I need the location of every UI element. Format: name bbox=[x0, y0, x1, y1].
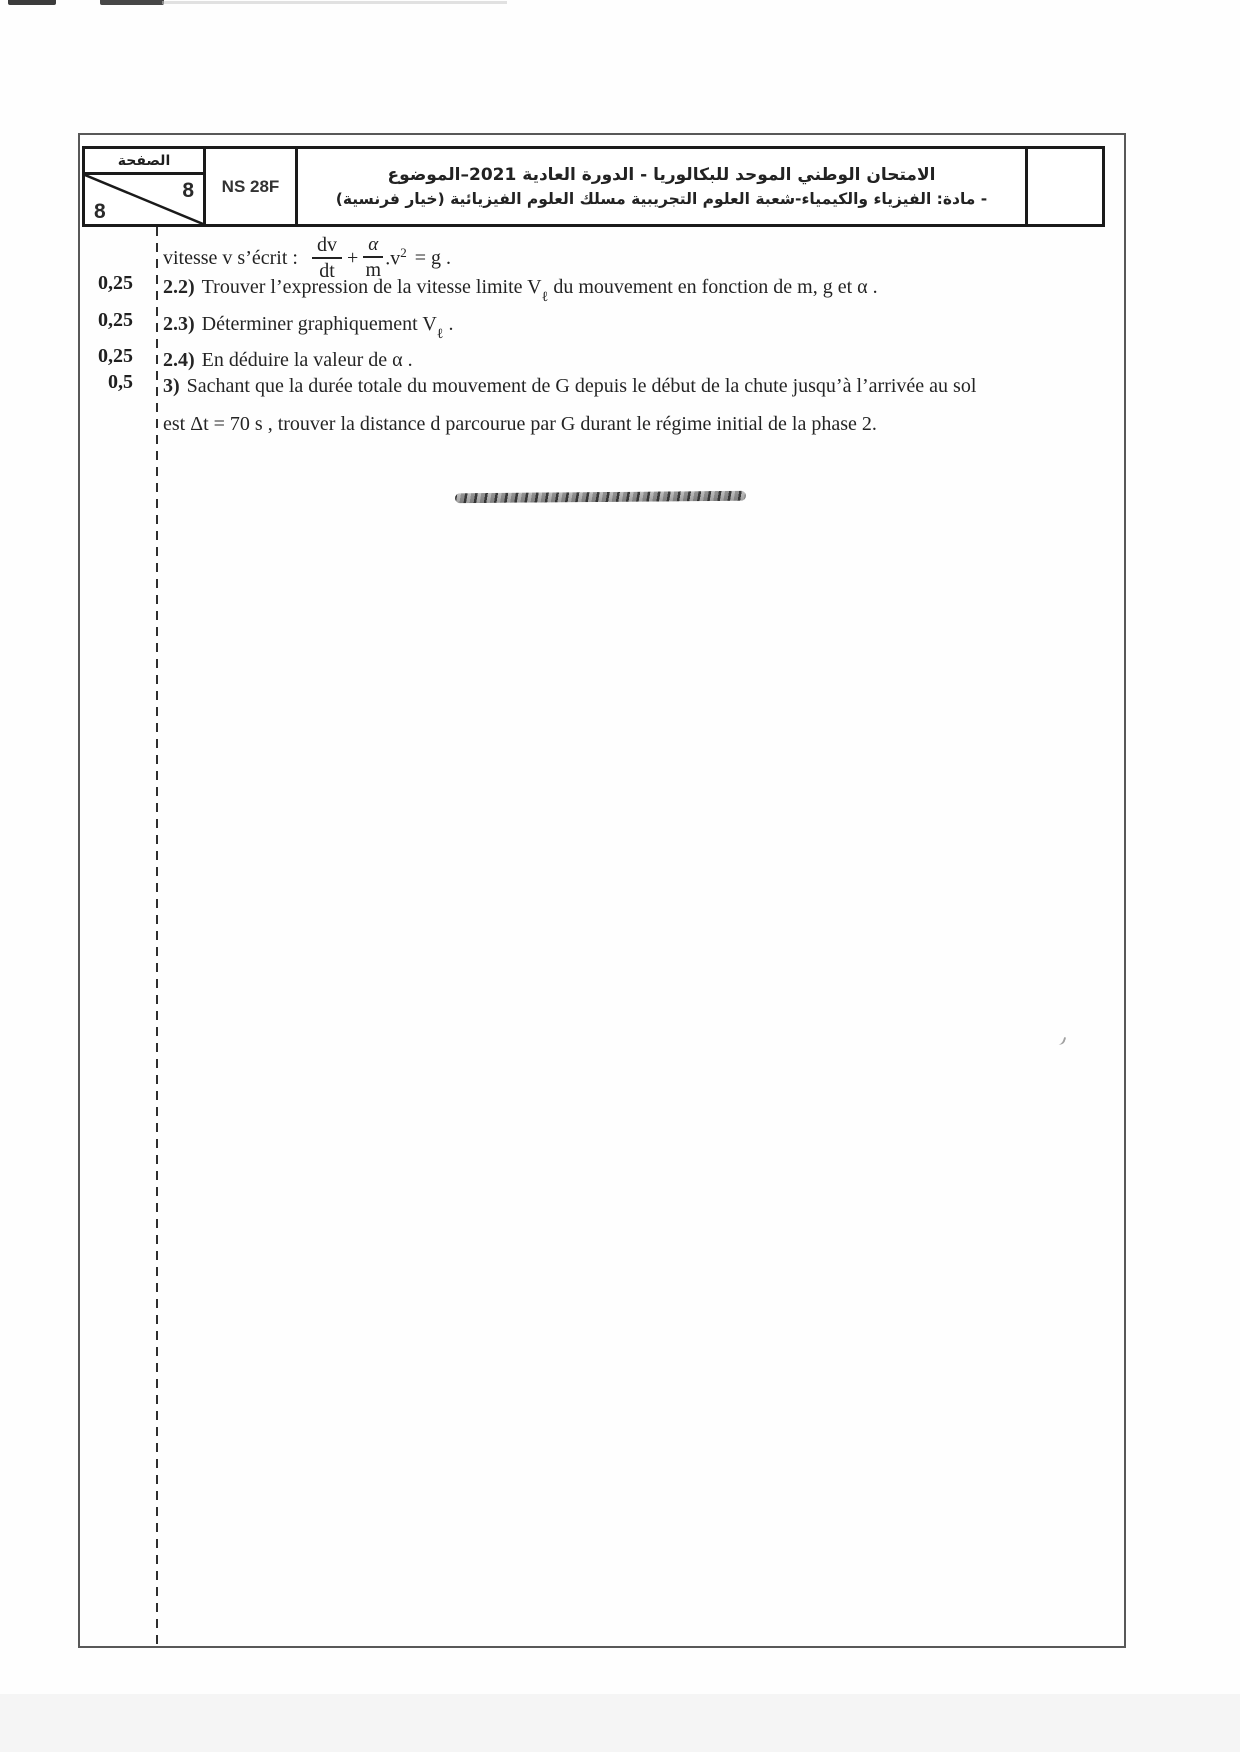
exam-reference-code: NS 28F bbox=[206, 149, 298, 224]
exam-title-line2: - مادة: الفيزياء والكيمياء-شعبة العلوم التجريبية مسلك العلوم الفيزيائية (خيار فرنسية) bbox=[335, 189, 988, 208]
question-text: 2.4) En déduire la valeur de α . bbox=[163, 349, 413, 371]
marks-value: 0,25 bbox=[98, 272, 133, 294]
intro-text: vitesse v s’écrit : bbox=[163, 246, 298, 269]
question-number: 2.4) bbox=[163, 349, 195, 371]
marks-value: 0,5 bbox=[108, 371, 133, 393]
page-number-box bbox=[85, 149, 206, 224]
exam-title-line1: الامتحان الوطني الموحد للبكالوريا - الدورة العادية 2021–الموضوع bbox=[387, 164, 936, 185]
fraction-dv-dt: $\frac{dv}{dt}$ bbox=[312, 234, 342, 282]
question-text: 2.3) Déterminer graphiquement $V_\ell$ . bbox=[163, 313, 454, 342]
marks-value: 0,25 bbox=[98, 345, 133, 367]
question-text: 3) Sachant que la durée totale du mouvement de G depuis le début de la chute jusqu’à l’arrivée au sol est Δt = 70 s , trouver la distance d parcourue par G durant le régime initial de la phase 2. bbox=[163, 375, 977, 435]
current-page-number: 8 bbox=[182, 179, 194, 202]
question-number: 2.3) bbox=[163, 313, 195, 335]
question-number: 3) bbox=[163, 375, 180, 397]
scan-artifact-top-bar-2 bbox=[100, 0, 164, 5]
question-text: 2.2) Trouver l’expression de la vitesse limite $V_\ell$ du mouvement en fonction de m, g et α . bbox=[163, 276, 878, 305]
velocity-squared-term: $.v^2$ bbox=[385, 245, 407, 270]
fraction-alpha-m: $\frac{\alpha}{m}$ bbox=[363, 235, 383, 282]
scan-artifact-top-smear bbox=[162, 1, 507, 4]
equation-rhs: = g . bbox=[414, 246, 452, 269]
page-diagonal-cell bbox=[85, 175, 203, 224]
scan-artifact-bottom-band bbox=[0, 1694, 1240, 1752]
plus-operator: + bbox=[346, 246, 359, 269]
scan-artifact-top-bar-1 bbox=[8, 0, 56, 5]
subscript-l: ℓ bbox=[436, 327, 444, 342]
marks-column-dashed-rule bbox=[156, 227, 158, 1647]
page-label: الصفحة bbox=[85, 149, 203, 175]
total-pages-number: 8 bbox=[94, 200, 106, 223]
header-empty-cell bbox=[1025, 149, 1102, 224]
exam-title-cell bbox=[298, 149, 1025, 224]
marks-value: 0,25 bbox=[98, 309, 133, 331]
exam-header bbox=[82, 146, 1105, 227]
subscript-l: ℓ bbox=[541, 290, 549, 305]
question-number: 2.2) bbox=[163, 276, 195, 298]
